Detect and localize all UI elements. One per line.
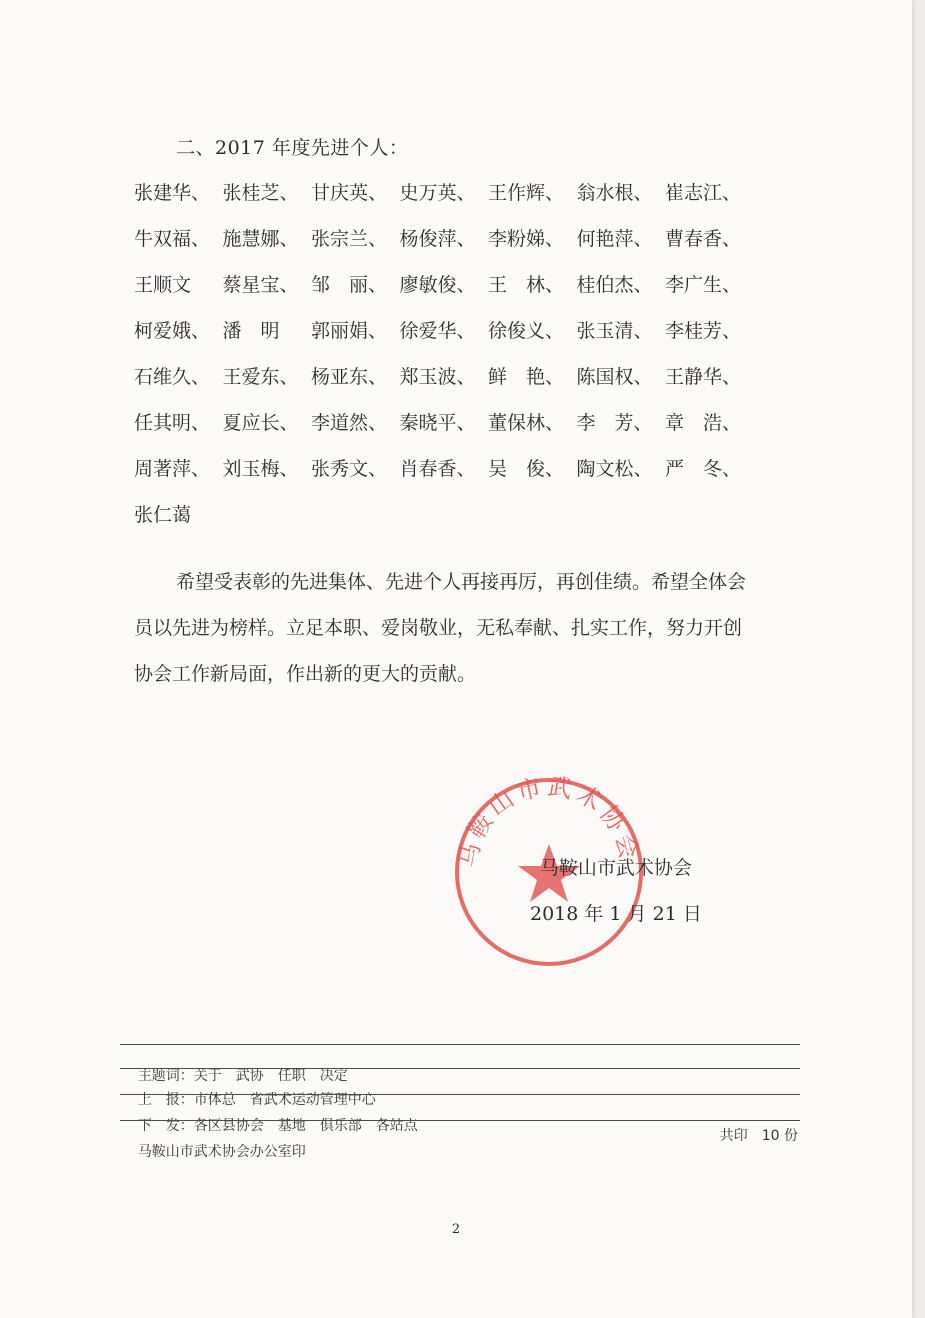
person-name: 施慧娜、 — [222, 227, 299, 250]
person-name: 王 林、 — [488, 273, 565, 296]
person-name: 李道然、 — [311, 411, 388, 434]
name-row — [134, 168, 754, 214]
footer-copies: 共印 10 份 — [719, 1128, 798, 1144]
footer-printer-row — [120, 1125, 800, 1193]
person-name: 柯爱娥、 — [134, 319, 211, 342]
person-name: 甘庆英、 — [311, 181, 388, 204]
person-name: 牛双福、 — [134, 227, 211, 250]
svg-text:马鞍山市武术协会: 马鞍山市武术协会 — [453, 772, 644, 870]
person-name: 章 浩、 — [665, 411, 742, 434]
footer-issue-value: 各区县协会 基地 俱乐部 各站点 — [193, 1118, 418, 1134]
person-name: 郭丽娟、 — [311, 319, 388, 342]
person-name: 吴 俊、 — [488, 457, 565, 480]
person-name: 张秀文、 — [311, 457, 388, 480]
person-name: 李 芳、 — [576, 411, 653, 434]
person-name: 刘玉梅、 — [222, 457, 299, 480]
person-name: 蔡星宝、 — [222, 273, 299, 296]
person-name: 王爱东、 — [222, 365, 299, 388]
person-name: 严 冬、 — [665, 457, 742, 480]
person-name: 夏应长、 — [222, 411, 299, 434]
person-name: 王作辉、 — [488, 181, 565, 204]
person-name: 曹春香、 — [665, 227, 742, 250]
person-name: 桂伯杰、 — [576, 273, 653, 296]
person-name: 邹 丽、 — [311, 273, 388, 296]
person-name: 史万英、 — [399, 181, 476, 204]
person-name: 李桂芳、 — [665, 319, 742, 342]
signature-organization: 马鞍山市武术协会 — [539, 857, 692, 879]
advanced-individuals-list — [134, 168, 754, 536]
name-row — [134, 352, 754, 398]
person-name: 任其明、 — [134, 411, 211, 434]
footer-report-value: 市体总 省武术运动管理中心 — [193, 1092, 376, 1108]
name-row — [134, 444, 754, 490]
person-name: 王顺文 — [134, 273, 192, 296]
page-number: 2 — [451, 1222, 461, 1237]
person-name: 石维久、 — [134, 365, 211, 388]
person-name: 郑玉波、 — [399, 365, 476, 388]
person-name: 董保林、 — [488, 411, 565, 434]
person-name: 肖春香、 — [399, 457, 476, 480]
footer-rule — [120, 1120, 800, 1121]
name-row — [134, 490, 754, 536]
person-name: 何艳萍、 — [576, 227, 653, 250]
person-name: 张建华、 — [134, 181, 211, 204]
person-name: 杨亚东、 — [311, 365, 388, 388]
person-name: 崔志江、 — [665, 181, 742, 204]
footer-subject-value: 关于 武协 任职 决定 — [193, 1068, 348, 1084]
person-name: 张宗兰、 — [311, 227, 388, 250]
person-name: 秦晓平、 — [399, 411, 476, 434]
footer-subject-label: 主题词： — [137, 1068, 194, 1084]
footer-report-label: 上 报： — [137, 1092, 194, 1108]
footer-printer: 马鞍山市武术协会办公室印 — [137, 1144, 306, 1160]
footer-rule — [120, 1044, 800, 1045]
person-name: 杨俊萍、 — [399, 227, 476, 250]
signature-date: 2018 年 1 月 21 日 — [530, 903, 702, 925]
closing-paragraph: 希望受表彰的先进集体、先进个人再接再厉，再创佳绩。希望全体会员以先进为榜样。立足本职、爱岗敬业，无私奉献、扎实工作，努力开创协会工作新局面，作出新的更大的贡献。 — [134, 571, 747, 685]
person-name: 王静华、 — [665, 365, 742, 388]
signature-block — [530, 845, 702, 937]
name-row — [134, 398, 754, 444]
person-name: 李粉娣、 — [488, 227, 565, 250]
footer-rule — [120, 1094, 800, 1095]
name-row — [134, 214, 754, 260]
person-name: 徐俊义、 — [488, 319, 565, 342]
person-name: 李广生、 — [665, 273, 742, 296]
person-name: 张桂芝、 — [222, 181, 299, 204]
person-name: 张仁蔼 — [134, 503, 192, 526]
footer-issue-label: 下 发： — [137, 1118, 194, 1134]
person-name: 陶文松、 — [576, 457, 653, 480]
person-name: 翁水根、 — [576, 181, 653, 204]
footer-rule — [120, 1068, 800, 1069]
person-name: 鲜 艳、 — [488, 365, 565, 388]
person-name: 张玉清、 — [576, 319, 653, 342]
person-name: 廖敏俊、 — [399, 273, 476, 296]
person-name: 陈国权、 — [576, 365, 653, 388]
person-name: 徐爱华、 — [399, 319, 476, 342]
name-row — [134, 306, 754, 352]
section-heading: 二、2017 年度先进个人： — [176, 137, 409, 159]
name-row — [134, 260, 754, 306]
person-name: 周著萍、 — [134, 457, 211, 480]
person-name: 潘 明 — [222, 319, 280, 342]
